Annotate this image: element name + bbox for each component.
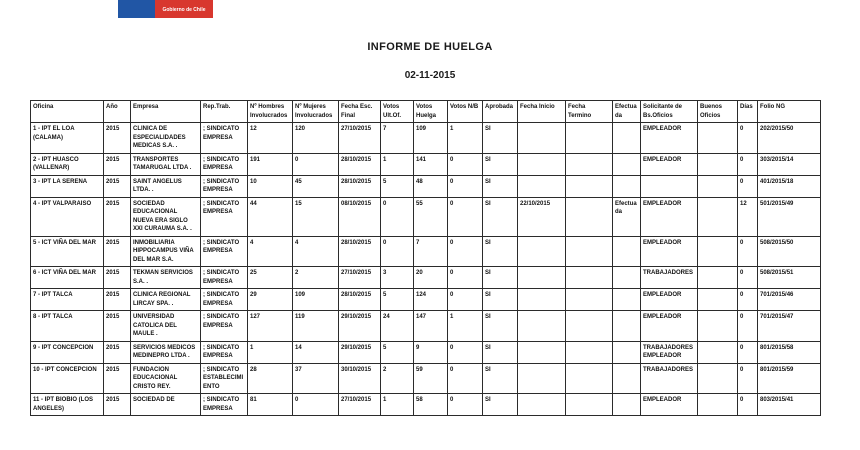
table-row-10	[31, 363, 821, 394]
cell-oficina: 1 - IPT EL LOA (CALAMA)	[31, 123, 104, 154]
cell-solicitante-bs-oficios: EMPLEADOR	[641, 311, 698, 342]
table-row-7	[31, 289, 821, 311]
cell-folio-ng: 202/2015/50	[758, 123, 821, 154]
cell-aprobada: SI	[483, 123, 518, 154]
cell-aprobada: SI	[483, 267, 518, 289]
cell-folio-ng: 303/2015/14	[758, 153, 821, 175]
cell-votos-ult-of: 5	[381, 289, 414, 311]
logo-blue-block	[118, 0, 155, 18]
cell-votos-ult-of: 1	[381, 153, 414, 175]
column-header-dias: Días	[738, 101, 758, 123]
cell-efectuada	[613, 394, 641, 416]
cell-hombres-involucrados: 44	[248, 197, 293, 236]
cell-folio-ng: 508/2015/50	[758, 236, 821, 267]
cell-votos-huelga: 7	[414, 236, 448, 267]
cell-fecha-esc-final: 28/10/2015	[339, 153, 381, 175]
cell-rep-trab: ; SINDICATO EMPRESA	[201, 267, 248, 289]
cell-fecha-esc-final: 28/10/2015	[339, 289, 381, 311]
cell-hombres-involucrados: 25	[248, 267, 293, 289]
cell-efectuada	[613, 311, 641, 342]
cell-votos-ult-of: 5	[381, 175, 414, 197]
cell-solicitante-bs-oficios: EMPLEADOR	[641, 123, 698, 154]
cell-mujeres-involucrados: 119	[293, 311, 339, 342]
strike-report-table	[30, 100, 821, 416]
cell-ano: 2015	[104, 289, 131, 311]
cell-votos-nb: 0	[448, 153, 483, 175]
table-row-4	[31, 197, 821, 236]
cell-solicitante-bs-oficios: EMPLEADOR	[641, 197, 698, 236]
cell-buenos-oficios	[698, 394, 738, 416]
column-header-votos-ult-of: Votos Ult.Of.	[381, 101, 414, 123]
report-title: INFORME DE HUELGA	[367, 41, 493, 53]
cell-fecha-termino	[566, 311, 613, 342]
cell-folio-ng: 508/2015/51	[758, 267, 821, 289]
cell-buenos-oficios	[698, 123, 738, 154]
cell-ano: 2015	[104, 311, 131, 342]
cell-hombres-involucrados: 4	[248, 236, 293, 267]
cell-buenos-oficios	[698, 267, 738, 289]
cell-dias: 0	[738, 175, 758, 197]
cell-mujeres-involucrados: 45	[293, 175, 339, 197]
cell-fecha-esc-final: 30/10/2015	[339, 363, 381, 394]
cell-folio-ng: 401/2015/18	[758, 175, 821, 197]
cell-oficina: 2 - IPT HUASCO (VALLENAR)	[31, 153, 104, 175]
cell-mujeres-involucrados: 2	[293, 267, 339, 289]
column-header-fecha-termino: Fecha Termino	[566, 101, 613, 123]
cell-votos-huelga: 147	[414, 311, 448, 342]
cell-fecha-inicio	[518, 267, 566, 289]
cell-oficina: 10 - IPT CONCEPCION	[31, 363, 104, 394]
cell-votos-ult-of: 0	[381, 197, 414, 236]
cell-votos-nb: 1	[448, 123, 483, 154]
cell-fecha-termino	[566, 363, 613, 394]
cell-dias: 0	[738, 236, 758, 267]
cell-votos-ult-of: 0	[381, 236, 414, 267]
cell-mujeres-involucrados: 15	[293, 197, 339, 236]
cell-oficina: 6 - ICT VIÑA DEL MAR	[31, 267, 104, 289]
cell-folio-ng: 801/2015/59	[758, 363, 821, 394]
cell-votos-nb: 0	[448, 267, 483, 289]
cell-oficina: 11 - IPT BIOBIO (LOS ANGELES)	[31, 394, 104, 416]
cell-empresa: UNIVERSIDAD CATOLICA DEL MAULE .	[131, 311, 201, 342]
column-header-fecha-inicio: Fecha Inicio	[518, 101, 566, 123]
cell-votos-nb: 0	[448, 236, 483, 267]
cell-votos-huelga: 58	[414, 394, 448, 416]
cell-hombres-involucrados: 191	[248, 153, 293, 175]
cell-votos-ult-of: 2	[381, 363, 414, 394]
cell-aprobada: SI	[483, 175, 518, 197]
cell-hombres-involucrados: 81	[248, 394, 293, 416]
cell-fecha-inicio	[518, 311, 566, 342]
cell-empresa: SOCIEDAD EDUCACIONAL NUEVA ERA SIGLO XXI CURAUMA S.A. .	[131, 197, 201, 236]
cell-folio-ng: 801/2015/58	[758, 341, 821, 363]
cell-buenos-oficios	[698, 363, 738, 394]
cell-votos-huelga: 109	[414, 123, 448, 154]
cell-solicitante-bs-oficios: EMPLEADOR	[641, 153, 698, 175]
cell-aprobada: SI	[483, 153, 518, 175]
cell-fecha-inicio	[518, 363, 566, 394]
cell-buenos-oficios	[698, 153, 738, 175]
column-header-folio-ng: Folio NG	[758, 101, 821, 123]
cell-oficina: 3 - IPT LA SERENA	[31, 175, 104, 197]
cell-buenos-oficios	[698, 236, 738, 267]
cell-aprobada: SI	[483, 394, 518, 416]
cell-votos-nb: 0	[448, 175, 483, 197]
column-header-ano: Año	[104, 101, 131, 123]
cell-votos-huelga: 124	[414, 289, 448, 311]
cell-rep-trab: ; SINDICATO EMPRESA	[201, 394, 248, 416]
table-row-8	[31, 311, 821, 342]
cell-fecha-termino	[566, 267, 613, 289]
cell-aprobada: SI	[483, 311, 518, 342]
cell-rep-trab: ; SINDICATO EMPRESA	[201, 236, 248, 267]
cell-dias: 0	[738, 311, 758, 342]
cell-rep-trab: ; SINDICATO EMPRESA	[201, 197, 248, 236]
cell-votos-ult-of: 1	[381, 394, 414, 416]
cell-fecha-inicio	[518, 123, 566, 154]
cell-empresa: TRANSPORTES TAMARUGAL LTDA .	[131, 153, 201, 175]
cell-hombres-involucrados: 10	[248, 175, 293, 197]
cell-ano: 2015	[104, 236, 131, 267]
column-header-fecha-esc-final: Fecha Esc. Final	[339, 101, 381, 123]
cell-solicitante-bs-oficios: EMPLEADOR	[641, 394, 698, 416]
cell-hombres-involucrados: 12	[248, 123, 293, 154]
cell-fecha-termino	[566, 123, 613, 154]
cell-dias: 0	[738, 341, 758, 363]
report-date: 02-11-2015	[404, 70, 456, 81]
cell-rep-trab: ; SINDICATO EMPRESA	[201, 175, 248, 197]
cell-rep-trab: ; SINDICATO EMPRESA	[201, 123, 248, 154]
cell-fecha-esc-final: 28/10/2015	[339, 236, 381, 267]
cell-ano: 2015	[104, 153, 131, 175]
cell-oficina: 4 - IPT VALPARAISO	[31, 197, 104, 236]
table-header-row	[31, 101, 821, 123]
cell-votos-huelga: 20	[414, 267, 448, 289]
cell-folio-ng: 501/2015/49	[758, 197, 821, 236]
cell-folio-ng: 701/2015/47	[758, 311, 821, 342]
cell-solicitante-bs-oficios: EMPLEADOR	[641, 236, 698, 267]
cell-empresa: CLINICA REGIONAL LIRCAY SPA. .	[131, 289, 201, 311]
table-row-3	[31, 175, 821, 197]
column-header-oficina: Oficina	[31, 101, 104, 123]
cell-solicitante-bs-oficios	[641, 175, 698, 197]
cell-efectuada	[613, 123, 641, 154]
cell-votos-nb: 0	[448, 197, 483, 236]
table-row-11	[31, 394, 821, 416]
cell-solicitante-bs-oficios: EMPLEADOR	[641, 289, 698, 311]
cell-votos-ult-of: 3	[381, 267, 414, 289]
cell-votos-huelga: 9	[414, 341, 448, 363]
cell-mujeres-involucrados: 4	[293, 236, 339, 267]
cell-mujeres-involucrados: 37	[293, 363, 339, 394]
cell-aprobada: SI	[483, 363, 518, 394]
table-row-5	[31, 236, 821, 267]
cell-hombres-involucrados: 127	[248, 311, 293, 342]
cell-empresa: SOCIEDAD DE	[131, 394, 201, 416]
cell-efectuada	[613, 236, 641, 267]
cell-folio-ng: 803/2015/41	[758, 394, 821, 416]
cell-fecha-termino	[566, 289, 613, 311]
cell-empresa: CLINICA DE ESPECIALIDADES MEDICAS S.A. .	[131, 123, 201, 154]
cell-dias: 0	[738, 363, 758, 394]
column-header-votos-nb: Votos N/B	[448, 101, 483, 123]
cell-oficina: 9 - IPT CONCEPCION	[31, 341, 104, 363]
cell-rep-trab: ; SINDICATO EMPRESA	[201, 341, 248, 363]
cell-efectuada	[613, 363, 641, 394]
cell-solicitante-bs-oficios: TRABAJADORES EMPLEADOR	[641, 341, 698, 363]
cell-rep-trab: ; SINDICATO EMPRESA	[201, 153, 248, 175]
cell-aprobada: SI	[483, 197, 518, 236]
cell-fecha-inicio	[518, 289, 566, 311]
cell-aprobada: SI	[483, 236, 518, 267]
cell-ano: 2015	[104, 394, 131, 416]
cell-empresa: SAINT ANGELUS LTDA. .	[131, 175, 201, 197]
cell-fecha-esc-final: 27/10/2015	[339, 394, 381, 416]
cell-fecha-esc-final: 08/10/2015	[339, 197, 381, 236]
cell-fecha-esc-final: 29/10/2015	[339, 341, 381, 363]
cell-aprobada: SI	[483, 289, 518, 311]
cell-rep-trab: ; SINDICATO EMPRESA	[201, 289, 248, 311]
cell-hombres-involucrados: 1	[248, 341, 293, 363]
column-header-efectuada: Efectuada	[613, 101, 641, 123]
cell-hombres-involucrados: 28	[248, 363, 293, 394]
cell-solicitante-bs-oficios: TRABAJADORES	[641, 267, 698, 289]
cell-mujeres-involucrados: 0	[293, 394, 339, 416]
cell-dias: 0	[738, 394, 758, 416]
table-row-1	[31, 123, 821, 154]
cell-fecha-esc-final: 27/10/2015	[339, 267, 381, 289]
cell-fecha-inicio	[518, 341, 566, 363]
cell-fecha-inicio	[518, 394, 566, 416]
table-row-6	[31, 267, 821, 289]
cell-fecha-termino	[566, 153, 613, 175]
cell-mujeres-involucrados: 14	[293, 341, 339, 363]
cell-votos-huelga: 59	[414, 363, 448, 394]
cell-dias: 0	[738, 267, 758, 289]
cell-votos-nb: 0	[448, 363, 483, 394]
cell-votos-nb: 0	[448, 289, 483, 311]
logo-text: Gobierno de Chile	[162, 7, 206, 13]
column-header-empresa: Empresa	[131, 101, 201, 123]
column-header-buenos-oficios: Buenos Oficios	[698, 101, 738, 123]
cell-empresa: SERVICIOS MEDICOS MEDINEPRO LTDA .	[131, 341, 201, 363]
cell-empresa: INMOBILIARIA HIPPOCAMPUS VIÑA DEL MAR S.A.	[131, 236, 201, 267]
cell-efectuada	[613, 175, 641, 197]
cell-empresa: FUNDACION EDUCACIONAL CRISTO REY.	[131, 363, 201, 394]
cell-rep-trab: ; SINDICATO ESTABLECIMIENTO	[201, 363, 248, 394]
column-header-rep-trab: Rep.Trab.	[201, 101, 248, 123]
cell-ano: 2015	[104, 197, 131, 236]
cell-dias: 12	[738, 197, 758, 236]
column-header-mujeres-involucrados: Nº Mujeres Involucrados	[293, 101, 339, 123]
cell-fecha-termino	[566, 175, 613, 197]
cell-oficina: 8 - IPT TALCA	[31, 311, 104, 342]
cell-fecha-inicio: 22/10/2015	[518, 197, 566, 236]
column-header-hombres-involucrados: Nº Hombres Involucrados	[248, 101, 293, 123]
cell-votos-nb: 0	[448, 341, 483, 363]
cell-aprobada: SI	[483, 341, 518, 363]
cell-efectuada	[613, 267, 641, 289]
cell-oficina: 7 - IPT TALCA	[31, 289, 104, 311]
cell-fecha-esc-final: 27/10/2015	[339, 123, 381, 154]
cell-buenos-oficios	[698, 197, 738, 236]
cell-votos-huelga: 48	[414, 175, 448, 197]
cell-votos-ult-of: 5	[381, 341, 414, 363]
column-header-aprobada: Aprobada	[483, 101, 518, 123]
column-header-solicitante-bs-oficios: Solicitante de Bs.Oficios	[641, 101, 698, 123]
cell-ano: 2015	[104, 363, 131, 394]
cell-oficina: 5 - ICT VIÑA DEL MAR	[31, 236, 104, 267]
cell-fecha-termino	[566, 197, 613, 236]
cell-fecha-termino	[566, 236, 613, 267]
cell-votos-ult-of: 24	[381, 311, 414, 342]
cell-mujeres-involucrados: 120	[293, 123, 339, 154]
cell-mujeres-involucrados: 0	[293, 153, 339, 175]
cell-solicitante-bs-oficios: TRABAJADORES	[641, 363, 698, 394]
cell-ano: 2015	[104, 175, 131, 197]
cell-fecha-inicio	[518, 236, 566, 267]
cell-fecha-inicio	[518, 175, 566, 197]
cell-dias: 0	[738, 123, 758, 154]
cell-rep-trab: ; SINDICATO EMPRESA	[201, 311, 248, 342]
cell-votos-nb: 0	[448, 394, 483, 416]
cell-dias: 0	[738, 153, 758, 175]
cell-ano: 2015	[104, 123, 131, 154]
cell-fecha-termino	[566, 341, 613, 363]
cell-votos-ult-of: 7	[381, 123, 414, 154]
cell-buenos-oficios	[698, 289, 738, 311]
cell-votos-nb: 1	[448, 311, 483, 342]
cell-efectuada	[613, 289, 641, 311]
table-row-2	[31, 153, 821, 175]
cell-fecha-inicio	[518, 153, 566, 175]
cell-hombres-involucrados: 29	[248, 289, 293, 311]
cell-ano: 2015	[104, 267, 131, 289]
cell-buenos-oficios	[698, 341, 738, 363]
cell-votos-huelga: 141	[414, 153, 448, 175]
cell-mujeres-involucrados: 109	[293, 289, 339, 311]
cell-efectuada	[613, 153, 641, 175]
cell-efectuada	[613, 341, 641, 363]
cell-fecha-esc-final: 29/10/2015	[339, 311, 381, 342]
cell-buenos-oficios	[698, 311, 738, 342]
column-header-votos-huelga: Votos Huelga	[414, 101, 448, 123]
table-row-9	[31, 341, 821, 363]
cell-fecha-esc-final: 28/10/2015	[339, 175, 381, 197]
logo-red-block	[155, 0, 213, 18]
cell-fecha-termino	[566, 394, 613, 416]
cell-votos-huelga: 55	[414, 197, 448, 236]
cell-empresa: TEKMAN SERVICIOS S.A. .	[131, 267, 201, 289]
cell-dias: 0	[738, 289, 758, 311]
gobierno-de-chile-logo	[118, 0, 213, 18]
cell-buenos-oficios	[698, 175, 738, 197]
cell-ano: 2015	[104, 341, 131, 363]
cell-efectuada: Efectuada	[613, 197, 641, 236]
cell-folio-ng: 701/2015/46	[758, 289, 821, 311]
